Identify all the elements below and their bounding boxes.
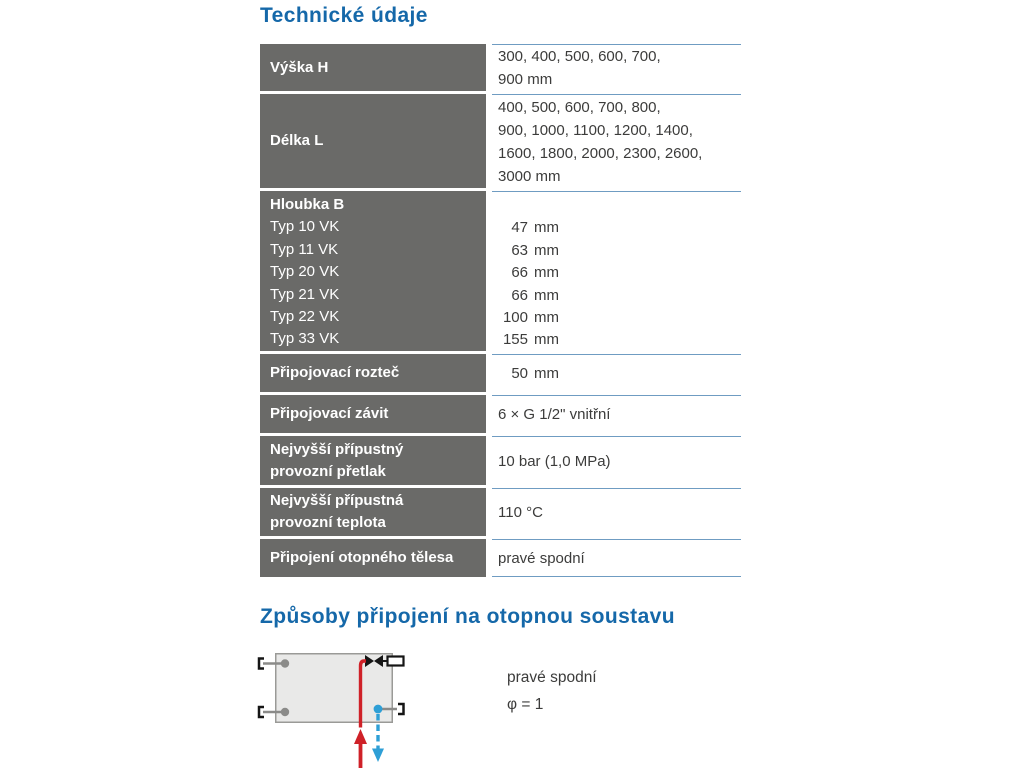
depth-number: 66 — [511, 286, 528, 304]
spec-value: 10 bar (1,0 MPa) — [492, 436, 741, 485]
depth-unit: mm — [534, 309, 559, 327]
supply-arrow-icon — [354, 729, 367, 768]
spec-sublabel: Typ 22 VK — [270, 308, 340, 326]
spec-sublabel: Typ 33 VK — [270, 330, 340, 348]
table-row-roztec — [260, 354, 741, 392]
spec-value-line: 3000 mm — [498, 167, 561, 185]
spec-sublabel: Typ 21 VK — [270, 285, 340, 303]
depth-unit: mm — [534, 219, 559, 237]
connection-type-label: pravé spodní — [507, 669, 597, 686]
depth-number: 66 — [511, 264, 528, 282]
spec-label: Výška H — [260, 44, 486, 91]
spec-label-line: provozní přetlak — [270, 462, 386, 480]
spec-subvalue-spacer — [498, 195, 741, 217]
spec-label — [260, 191, 486, 351]
spec-number: 50 — [511, 365, 528, 382]
spec-table — [260, 44, 741, 580]
radiator-connection-diagram — [255, 648, 420, 768]
spec-label: Připojení otopného tělesa — [260, 539, 486, 577]
table-row-pripojeni — [260, 539, 741, 577]
spec-label-line: Nejvyšší přípustný — [270, 440, 404, 458]
spec-subvalue — [498, 240, 741, 262]
spec-unit: mm — [534, 365, 559, 382]
spec-value-line: 1600, 1800, 2000, 2300, 2600, — [498, 144, 703, 162]
spec-sublabel: Typ 11 VK — [270, 240, 339, 258]
table-row-pretlak — [260, 436, 741, 485]
depth-number: 100 — [502, 309, 528, 327]
spec-value — [492, 94, 741, 188]
blind-plug-icon-bottom-left — [259, 707, 289, 717]
spec-sublabel: Typ 20 VK — [270, 263, 340, 281]
spec-subvalue — [498, 329, 741, 351]
table-row-teplota — [260, 488, 741, 536]
radiator-diagram-svg — [255, 648, 420, 768]
spec-label: Délka L — [260, 94, 486, 188]
phi-value: φ = 1 — [507, 696, 544, 713]
table-row-delka — [260, 94, 741, 188]
spec-value: pravé spodní — [492, 539, 741, 577]
depth-number: 155 — [502, 331, 528, 349]
spec-value-line — [498, 362, 741, 385]
spec-label-line: provozní teplota — [270, 514, 386, 531]
spec-value — [492, 44, 741, 91]
spec-sublabel: Typ 10 VK — [270, 218, 340, 236]
depth-number: 63 — [511, 241, 528, 259]
table-row-vyska — [260, 44, 741, 91]
depth-unit: mm — [534, 286, 559, 304]
spec-label-line: Nejvyšší přípustná — [270, 492, 404, 509]
blind-plug-icon-top-left — [259, 659, 289, 669]
spec-subvalue — [498, 285, 741, 307]
spec-label: Připojovací rozteč — [260, 354, 486, 392]
spec-value — [492, 191, 741, 351]
page-title-connection-methods: Způsoby připojení na otopnou soustavu — [260, 605, 675, 628]
page-title-technical-data: Technické údaje — [260, 4, 428, 27]
spec-label-title: Hloubka B — [270, 196, 345, 213]
spec-label — [260, 436, 486, 485]
spec-subvalue — [498, 262, 741, 284]
depth-unit: mm — [534, 331, 559, 349]
depth-unit: mm — [534, 241, 559, 259]
spec-value-line: 900 mm — [498, 71, 553, 88]
spec-value: 6 × G 1/2" vnitřní — [492, 395, 741, 433]
spec-label: Připojovací závit — [260, 395, 486, 433]
table-row-zavit — [260, 395, 741, 433]
depth-number: 47 — [511, 219, 528, 237]
spec-subvalue — [498, 217, 741, 239]
connection-caption — [507, 664, 597, 718]
spec-value — [492, 354, 741, 392]
spec-value-line: 900, 1000, 1100, 1200, 1400, — [498, 121, 693, 139]
spec-label — [260, 488, 486, 536]
table-row-hloubka — [260, 191, 741, 351]
depth-unit: mm — [534, 264, 559, 282]
spec-subvalue — [498, 307, 741, 329]
spec-value-line: 400, 500, 600, 700, 800, — [498, 98, 661, 116]
spec-value: 110 °C — [492, 488, 741, 536]
spec-value-line: 300, 400, 500, 600, 700, — [498, 48, 661, 65]
